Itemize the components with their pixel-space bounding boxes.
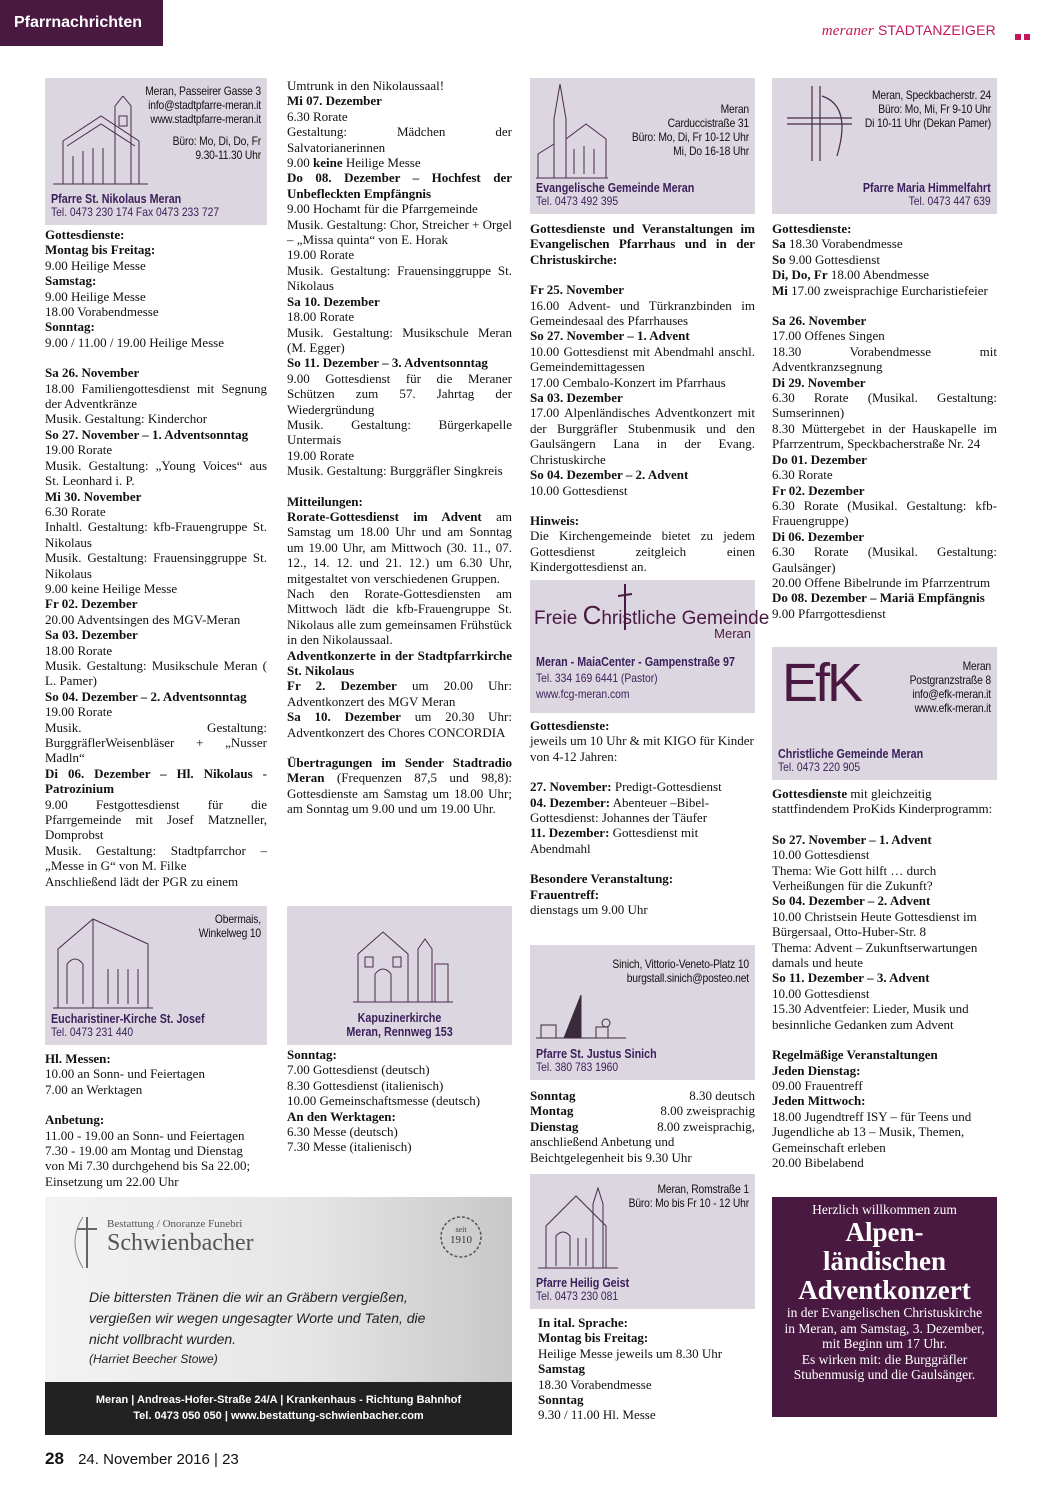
- parish-name: Kapuzinerkirche: [357, 1011, 442, 1025]
- fcg-logo: Freie Christliche Gemeinde: [534, 600, 770, 630]
- ad-details: in der Evangelischen Christuskirche in Meran, am Samstag, 3. Dezember, mit Beginn um 17 Uhr.: [784, 1305, 985, 1351]
- parish-phone: Tel. 380 783 1960: [536, 1060, 619, 1074]
- ad-contact-bar: Meran | Andreas-Hofer-Straße 24/A | Krankenhaus - Richtung Bahnhof Tel. 0473 050 050 | www.bestattung-schwienbacher.com: [45, 1382, 512, 1435]
- parish-name: Christliche Gemeinde Meran: [778, 747, 924, 761]
- efk-logo: EfK: [782, 653, 861, 713]
- column-2: Umtrunk in den Nikolaussaal! Mi 07. Dezember 6.30 Rorate Gestaltung: Mädchen der Salvatorianerinnen 9.00 keine Heilige Messe Do 08. Dezember – Hochfest der Unbefleckten Empfängnis 9.00 Hochamt für die Pfarrgemeinde Musik. Gestaltung: Chor, Streicher + Orgel – „Missa quinta“ von E. Horak 19.00 Rorate Musik. Gestaltung: Frauensinggruppe St. Nikolaus Sa 10. Dezember 18.00 Rorate Musik. Gestaltung: Musikschule Meran (M. Egger) So 11. Dezember – 3. Adventsonntag 9.00 Gottesdienst für die Meraner Schützen zum 57. Jahrtag der Wiedergründung Musik. Gestaltung: Bürgerkapelle Untermais 19.00 Rorate Musik. Gestaltung: Burggräfler Singkreis Mitteilungen: Rorate-Gottesdienst im Advent am Samstag um 18.00 Uhr und am Sonntag um 19.00 Uhr, am Mittwoch (30. 11., 07. 12., 14. 12. und 21. 12.) um 6.30 Uhr, mitgestaltet von verschiedenen Gruppen. Nach den Rorate-Gottesdiensten am Mittwoch lädt die kfb-Frauengruppe St. Nikolaus alle zum gemeinsamen Frühstück in den Nikolaussaal. Adventkonzerte in der Stadtpfarrkirche St. Nikolaus Fr 2. Dezember um 20.00 Uhr: Adventkonzert des MGV Meran Sa 10. Dezember um 20.30 Uhr: Adventkonzert des Chores CONCORDIA Übertragungen im Sender Stadtradio Meran (Frequenzen 87,5 und 98,8): Gottesdienste am Samstag um 18.00 Uhr; am Sonntag um 9.00 und um 19.00 Uhr.: [287, 78, 513, 817]
- ad-seit: seit: [455, 1225, 467, 1234]
- box-efk: EfK Meran Postgranzstraße 8 info@efk-meran.it www.efk-meran.it Christliche Gemeinde Meran Tel. 0473 220 905: [772, 647, 997, 780]
- brand-text: STADTANZEIGER: [873, 22, 996, 38]
- section-title: Pfarrnachrichten: [14, 14, 143, 31]
- ad-adventkonzert: [772, 1197, 997, 1417]
- column-1-bottom: Obermais, Winkelweg 10 Eucharistiner-Kirche St. Josef Tel. 0473 231 440 Hl. Messen: 10.00 an Sonn- und Feiertagen 7.00 an Werktagen Anbetung: 11.00 - 19.00 an Sonn- und Feiertagen 7.30 - 19.00 am Montag und Dienstag von Mi 7.30 durchgehend bis Sa 22.00; Einsetzung um 22.00 Uhr: [45, 906, 267, 1189]
- box-maria-himmelfahrt: Meran, Speckbacherstr. 24 Büro: Mo, Mi, Fr 9-10 Uhr Di 10-11 Uhr (Dekan Pamer) Pfarre Maria Himmelfahrt Tel. 0473 447 639: [772, 78, 997, 214]
- parish-phone: Tel. 0473 230 174 Fax 0473 233 727: [51, 205, 220, 219]
- ad-bestattung: [45, 1197, 512, 1435]
- column-4-efk: EfK Meran Postgranzstraße 8 info@efk-meran.it www.efk-meran.it Christliche Gemeinde Meran Tel. 0473 220 905 Gottesdienste mit gleichzeitig stattfindendem ProKids Kinderprogramm: So 27. November – 1. Advent 10.00 Gottesdienst Thema: Wie Gott hilft … durch Verheißungen für die Zukunft? So 04. Dezember – 2. Advent 10.00 Christsein Heute Gottesdienst im Bürgersaal, Otto-Huber-Str. 8 Thema: Advent – Zukunftserwartungen damals und heute So 11. Dezember – 3. Advent 10.00 Gottesdienst 15.30 Adventfeier: Lieder, Musik und besinnliche Gedanken zum Advent Regelmäßige Veranstaltungen Jeden Dienstag: 09.00 Frauentreff Jeden Mittwoch: 18.00 Jugendtreff ISY – für Teens und Jugendliche ab 13 – Musik, Themen, Gemeinschaft erleben 20.00 Bibelabend: [772, 647, 997, 1170]
- box-evangelisch: Meran Carduccistraße 31 Büro: Mo, Di, Fr 10-12 Uhr Mi, Do 16-18 Uhr Evangelische Gemeinde Meran Tel. 0473 492 395: [530, 78, 755, 214]
- parish-address: Meran, Rennweg 153: [346, 1025, 453, 1039]
- issue-date: 24. November 2016 | 23: [78, 1451, 239, 1468]
- box-kapuziner: [287, 906, 512, 1045]
- cross-icon: [614, 584, 636, 630]
- fcg-phone: Tel. 334 169 6441 (Pastor): [536, 671, 658, 685]
- church-illustration-icon: [353, 924, 453, 1004]
- ad-quote: Die bittersten Tränen die wir an Gräbern vergießen, vergießen wir wegen ungesagter Worte und Taten, die nicht vollbracht wurden.: [89, 1289, 426, 1347]
- box-st-nikolaus: Meran, Passeirer Gasse 3 info@stadtpfarre-meran.it www.stadtpfarre-meran.it Büro: Mo, Di, Do, Fr 9.30-11.30 Uhr Pfarre St. Nikolaus Meran Tel. 0473 230 174 Fax 0473 233 727: [45, 78, 267, 225]
- column-4: Meran, Speckbacherstr. 24 Büro: Mo, Mi, Fr 9-10 Uhr Di 10-11 Uhr (Dekan Pamer) Pfarre Maria Himmelfahrt Tel. 0473 447 639 Gottesdienste: Sa 18.30 Vorabendmesse So 9.00 Gottesdienst Di, Do, Fr 18.00 Abendmesse Mi 17.00 zweisprachige Eurcharistiefeier Sa 26. November 17.00 Offenes Singen 18.30 Vorabendmesse mit Adventkranzsegnung Di 29. November 6.30 Rorate (Musikal. Gestaltung: Sumserinnen) 8.30 Müttergebet in der Hauskapelle im Pfarrzentrum, Speckbacherstraße Nr. 24 Do 01. Dezember 6.30 Rorate Fr 02. Dezember 6.30 Rorate (Musikal. Gestaltung: kfb-Frauengruppe) Di 06. Dezember 6.30 Rorate (Musikal. Gestaltung: Gaulsänger) 20.00 Offene Bibelrunde im Pfarrzentrum Do 08. Dezember – Mariä Empfängnis 9.00 Pfarrgottesdienst: [772, 78, 997, 621]
- column-3-justus: Sinich, Vittorio-Veneto-Platz 10 burgstall.sinich@posteo.net Pfarre St. Justus Sinich Tel. 380 783 1960 Sonntag 8.30 deutsch Montag 8.00 zweisprachig Dienstag 8.00 zweisprachig, anschließend Anbetung und Beichtgelegenheit bis 9.30 Uhr: [530, 945, 755, 1165]
- fcg-address: Meran - MaiaCenter - Gampenstraße 97: [536, 655, 735, 669]
- box-fcg: [530, 580, 770, 713]
- fcg-city: Meran: [714, 626, 751, 641]
- parish-name: Pfarre St. Nikolaus Meran: [51, 192, 182, 206]
- parish-phone: Tel. 0473 220 905: [778, 760, 861, 774]
- column-1: Meran, Passeirer Gasse 3 info@stadtpfarre-meran.it www.stadtpfarre-meran.it Büro: Mo, Di, Do, Fr 9.30-11.30 Uhr Pfarre St. Nikolaus Meran Tel. 0473 230 174 Fax 0473 233 727 Gottesdienste: Montag bis Freitag: 9.00 Heilige Messe Samstag: 9.00 Heilige Messe 18.00 Vorabendmesse Sonntag: 9.00 / 11.00 / 19.00 Heilige Messe Sa 26. November 18.00 Familiengottesdienst mit Segnung der Adventkränze Musik. Gestaltung: Kinderchor So 27. November – 1. Adventsonntag 19.00 Rorate Musik. Gestaltung: „Young Voices“ aus St. Leonhard i. P. Mi 30. November 6.30 Rorate Inhaltl. Gestaltung: kfb-Frauengruppe St. Nikolaus Musik. Gestaltung: Frauensinggruppe St. Nikolaus 9.00 keine Heilige Messe Fr 02. Dezember 20.00 Adventsingen des MGV-Meran Sa 03. Dezember 18.00 Rorate Musik. Gestaltung: Musikschule Meran ( L. Pamer) So 04. Dezember – 2. Adventsonntag 19.00 Rorate Musik. Gestaltung: BurggräflerWeisenbläser + „Nusser Madln“ Di 06. Dezember – Hl. Nikolaus - Patrozinium 9.00 Festgottesdienst für die Pfarrgemeinde mit Josef Matzneller, Domprobst Musik. Gestaltung: Stadtpfarrchor – „Messe in G“ von M. Filke Anschließend lädt der PGR zu einem: [45, 78, 267, 889]
- parish-name: Evangelische Gemeinde Meran: [536, 181, 695, 195]
- column-3-geist: Meran, Romstraße 1 Büro: Mo bis Fr 10 - 12 Uhr Pfarre Heilig Geist Tel. 0473 230 081 In ital. Sprache: Montag bis Freitag: Heilige Messe jeweils um 8.30 Uhr Samstag 18.30 Vorabendmesse Sonntag 9.30 / 11.00 Hl. Messe: [530, 1174, 755, 1423]
- parish-name: Eucharistiner-Kirche St. Josef: [51, 1012, 205, 1026]
- box-st-josef: Obermais, Winkelweg 10 Eucharistiner-Kirche St. Josef Tel. 0473 231 440: [45, 906, 267, 1045]
- section-tab: [0, 0, 163, 46]
- parish-phone: Tel. 0473 230 081: [536, 1289, 619, 1303]
- cross-icon: [65, 1215, 105, 1270]
- ad-year: 1910: [450, 1234, 472, 1246]
- ad-title-1: Alpen-: [845, 1217, 924, 1247]
- parish-name: Pfarre Maria Himmelfahrt: [863, 181, 991, 195]
- ad-welcome: Herzlich willkommen zum: [812, 1202, 957, 1217]
- ad-firm-subtitle: Bestattung / Onoranze Funebri: [107, 1218, 243, 1230]
- brand-dots: [1012, 27, 1030, 45]
- ad-performers: Es wirken mit: die Burggräfler Stubenmusig und die Gaulsänger.: [793, 1351, 976, 1382]
- column-2-bottom: Kapuzinerkirche Meran, Rennweg 153 Sonntag: 7.00 Gottesdienst (deutsch) 8.30 Gottesdienst (italienisch) 10.00 Gemeinschaftsmesse (deutsch) An den Werktagen: 6.30 Messe (deutsch) 7.30 Messe (italienisch): [287, 906, 512, 1155]
- brand-italic: meraner: [821, 23, 874, 39]
- ad-title-2: ländischen: [822, 1246, 947, 1276]
- page-number: 28: [45, 1449, 64, 1468]
- column-3: Meran Carduccistraße 31 Büro: Mo, Di, Fr 10-12 Uhr Mi, Do 16-18 Uhr Evangelische Gemeinde Meran Tel. 0473 492 395 Gottesdienste und Veranstaltungen im Evangelischen Pfarrhaus und in der Christuskirche: Fr 25. November 16.00 Advent- und Türkranzbinden im Gemeindesaal des Pfarrhauses So 27. November – 1. Advent 10.00 Gottesdienst mit Abendmahl anschl. Gemeindemittagessen 17.00 Cembalo-Konzert im Pfarrhaus Sa 03. Dezember 17.00 Alpenländisches Adventkonzert mit der Burggräfler Stubenmusik und den Gaulsängern Lana in der Evang. Christuskirche So 04. Dezember – 2. Advent 10.00 Gottesdienst Hinweis: Die Kirchengemeinde bietet zu jedem Gottesdienst zeitgleich einen Kindergottesdienst an. Freie Christliche Gemeinde Meran Meran - MaiaCenter - Gampenstraße 97 Tel. 334 169 6441 (Pastor) www.fcg-meran.com Gottesdienste: jeweils um 10 Uhr & mit KIGO für Kinder von 4-12 Jahren: 27. November: Predigt-Gottesdienst 04. Dezember: Abenteuer –Bibel-Gottesdienst: Johannes der Täufer 11. Dezember: Gottesdienst mit Abendmahl Besondere Veranstaltung: Frauentreff: dienstags um 9.00 Uhr: [530, 78, 755, 575]
- parish-phone: Tel. 0473 231 440: [51, 1025, 134, 1039]
- page-footer: [45, 1449, 239, 1469]
- church-illustration-icon: [536, 985, 626, 1040]
- brand-logo: [822, 22, 996, 40]
- ad-title-3: Adventkonzert: [798, 1275, 971, 1305]
- parish-phone: Tel. 0473 492 395: [536, 194, 619, 208]
- parish-name: Pfarre Heilig Geist: [536, 1276, 630, 1290]
- parish-name: Pfarre St. Justus Sinich: [536, 1047, 657, 1061]
- fcg-website[interactable]: www.fcg-meran.com: [536, 687, 630, 701]
- box-st-justus: Sinich, Vittorio-Veneto-Platz 10 burgstall.sinich@posteo.net Pfarre St. Justus Sinich Tel. 380 783 1960: [530, 945, 755, 1080]
- box-heilig-geist: Meran, Romstraße 1 Büro: Mo bis Fr 10 - 12 Uhr Pfarre Heilig Geist Tel. 0473 230 081: [530, 1174, 755, 1309]
- parish-phone: Tel. 0473 447 639: [908, 194, 991, 208]
- ad-quote-author: (Harriet Beecher Stowe): [89, 1352, 218, 1366]
- ad-firm-name: Schwienbacher: [107, 1230, 254, 1256]
